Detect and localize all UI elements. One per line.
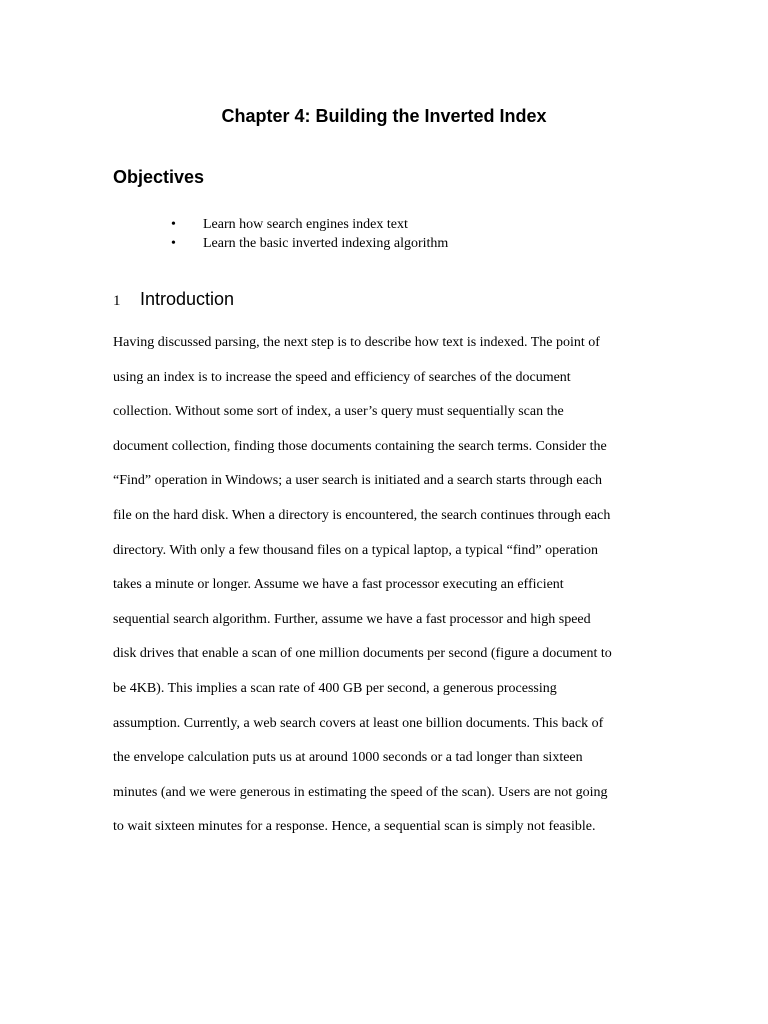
paragraph-line: document collection, finding those documents containing the search terms. Consider the [113, 438, 607, 454]
objective-text: Learn how search engines index text [203, 217, 408, 232]
section-title: Introduction [140, 289, 235, 309]
paragraph-line: the envelope calculation puts us at around 1000 seconds or a tad longer than sixteen [113, 750, 583, 766]
paragraph-line: “Find” operation in Windows; a user search is initiated and a search starts through each [113, 473, 603, 489]
objective-text: Learn the basic inverted indexing algorithm [203, 236, 449, 251]
objectives-list [168, 215, 448, 253]
bullet-icon: • [171, 236, 176, 251]
paragraph-line: using an index is to increase the speed and efficiency of searches of the document [113, 369, 571, 385]
paragraph-line: directory. With only a few thousand files on a typical laptop, a typical “find” operation [113, 542, 599, 558]
bullet-icon: • [171, 217, 176, 232]
intro-paragraph [113, 333, 658, 852]
paragraph-line: collection. Without some sort of index, a user’s query must sequentially scan the [113, 404, 564, 420]
chapter-title: Chapter 4: Building the Inverted Index [221, 106, 547, 126]
section-number: 1 [113, 293, 121, 309]
paragraph-line: minutes (and we were generous in estimating the speed of the scan). Users are not going [113, 784, 608, 800]
paragraph-line: be 4KB). This implies a scan rate of 400 GB per second, a generous processing [113, 680, 557, 696]
objective-item [168, 215, 448, 234]
paragraph-line: takes a minute or longer. Assume we have a fast processor executing an efficient [113, 577, 564, 593]
paragraph-line: assumption. Currently, a web search covers at least one billion documents. This back of [113, 715, 604, 731]
paragraph-line: Having discussed parsing, the next step is to describe how text is indexed. The point of [113, 335, 600, 350]
section-heading [113, 285, 234, 312]
paragraph-line: to wait sixteen minutes for a response. Hence, a sequential scan is simply not feasible. [113, 819, 596, 835]
paragraph-line: sequential search algorithm. Further, assume we have a fast processor and high speed [113, 611, 591, 627]
paragraph-line: disk drives that enable a scan of one million documents per second (figure a document to [113, 646, 612, 662]
objective-item [168, 234, 448, 253]
objectives-heading: Objectives [113, 167, 205, 187]
paragraph-line: file on the hard disk. When a directory is encountered, the search continues through each [113, 507, 611, 523]
